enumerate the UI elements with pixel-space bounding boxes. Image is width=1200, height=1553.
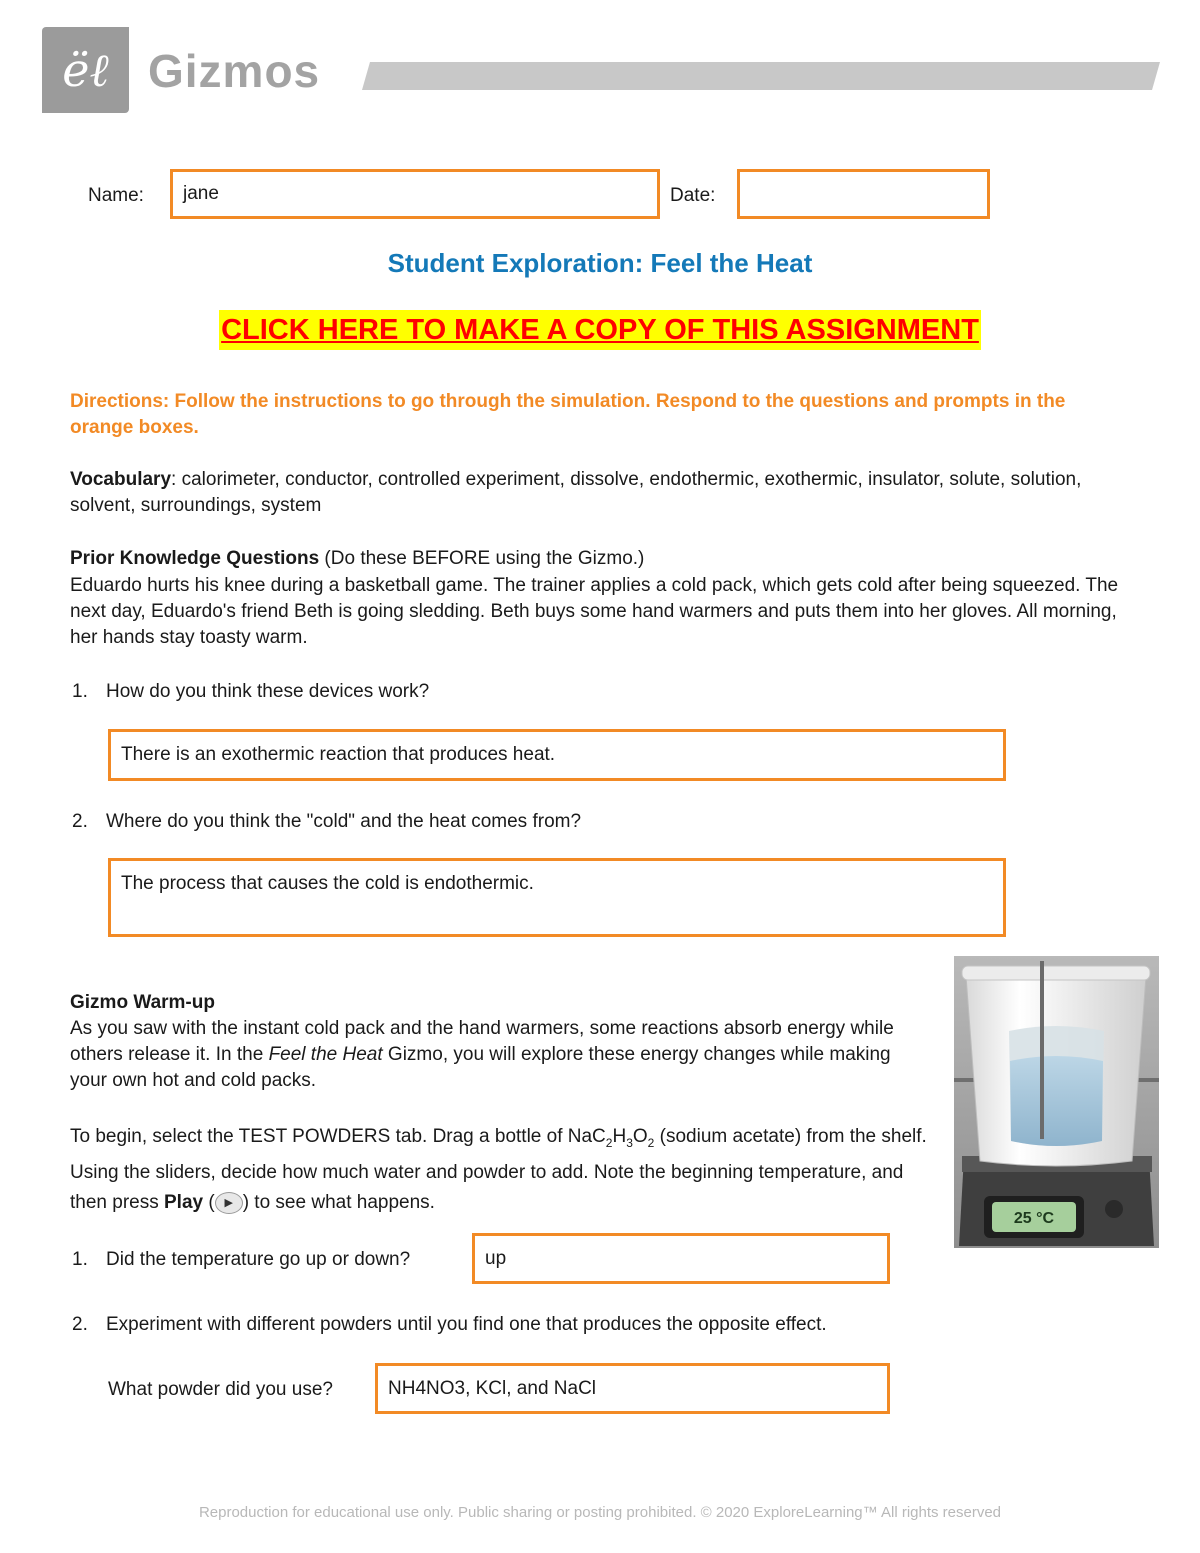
warmup-answer-2[interactable]: NH4NO3, KCl, and NaCl bbox=[375, 1363, 890, 1414]
temperature-readout: 25 °C bbox=[1013, 1210, 1055, 1227]
warmup-paragraph-2: To begin, select the TEST POWDERS tab. Drag a bottle of $NaC_2H_3O_2$ (sodium acetate) from the shelf. Using the sliders, decide how much water and powder to add. Note the beginning temperature, and then press Play ( ▶ ) to see what happens. bbox=[70, 1126, 927, 1213]
prior-q1: How do you think these devices work? bbox=[106, 681, 430, 702]
calorimeter-illustration bbox=[954, 956, 1159, 1248]
prior-note: (Do these BEFORE using the Gizmo.) bbox=[319, 548, 645, 569]
name-field[interactable]: jane bbox=[170, 169, 660, 219]
prior-q2-number: 2. bbox=[72, 811, 88, 832]
date-field[interactable] bbox=[737, 169, 990, 219]
gizmos-brand: Gizmos bbox=[148, 45, 321, 97]
play-icon: ▶ bbox=[215, 1192, 243, 1214]
vocabulary bbox=[70, 467, 1130, 519]
prior-heading: Prior Knowledge Questions bbox=[70, 548, 320, 569]
prior-answer-1[interactable]: There is an exothermic reaction that produces heat. bbox=[108, 729, 1006, 781]
prior-q1-number: 1. bbox=[72, 681, 88, 702]
copy-link-wrap bbox=[0, 310, 1200, 350]
vocabulary-label: Vocabulary bbox=[70, 469, 172, 490]
explorelearning-logo-icon: ëℓ bbox=[62, 43, 109, 97]
directions: Directions: Follow the instructions to go through the simulation. Respond to the questions and prompts in the orange boxes. bbox=[70, 391, 1066, 438]
footer: Reproduction for educational use only. Public sharing or posting prohibited. © 2020 ExploreLearning™ All rights reserved bbox=[198, 1504, 1002, 1521]
warmup-q2: Experiment with different powders until you find one that produces the opposite effect. bbox=[106, 1314, 827, 1335]
warmup-paragraph-1: As you saw with the instant cold pack and the hand warmers, some reactions absorb energy while others release it. In the Feel the Heat Gizmo, you will explore these energy changes while making your own hot and cold packs. bbox=[70, 1018, 894, 1091]
warmup-q1: Did the temperature go up or down? bbox=[106, 1249, 411, 1270]
warmup-q1-number: 1. bbox=[72, 1249, 88, 1270]
prior-text: Eduardo hurts his knee during a basketball game. The trainer applies a cold pack, which gets cold after being squeezed. The next day, Eduardo's friend Beth is going sledding. Beth buys some hand warmers and puts them into her gloves. All morning, her hands stay toasty warm. bbox=[70, 575, 1119, 648]
warmup-q2-number: 2. bbox=[72, 1314, 88, 1335]
warmup-q2b: What powder did you use? bbox=[108, 1379, 333, 1400]
vocabulary-text: : calorimeter, conductor, controlled experiment, dissolve, endothermic, exothermic, insulator, solute, solution, solvent, surroundings, system bbox=[70, 469, 1082, 516]
prior-answer-2[interactable]: The process that causes the cold is endothermic. bbox=[108, 858, 1006, 937]
warmup-heading: Gizmo Warm-up bbox=[70, 992, 215, 1013]
name-label: Name: bbox=[88, 185, 144, 206]
page-title: Student Exploration: Feel the Heat bbox=[387, 248, 813, 278]
date-label: Date: bbox=[670, 185, 716, 206]
calorimeter-image bbox=[954, 956, 1159, 1248]
prior-heading-line bbox=[70, 546, 1130, 572]
prior-q2: Where do you think the "cold" and the heat comes from? bbox=[106, 811, 582, 832]
header-bar bbox=[362, 62, 1160, 90]
copy-assignment-link[interactable]: CLICK HERE TO MAKE A COPY OF THIS ASSIGNMENT bbox=[219, 310, 981, 350]
warmup-answer-1[interactable]: up bbox=[472, 1233, 890, 1284]
